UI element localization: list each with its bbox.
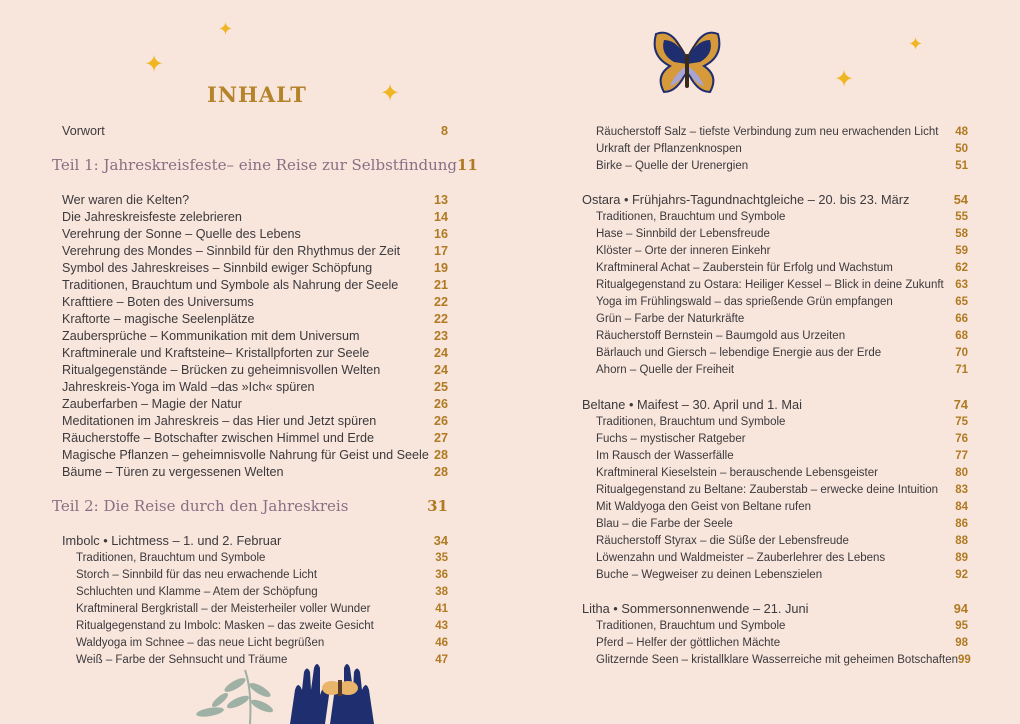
toc-page: 51	[955, 160, 968, 172]
toc-label: Bärlauch und Giersch – lebendige Energie aus der Erde	[596, 347, 882, 359]
toc-page: 88	[955, 535, 968, 547]
toc-page: 55	[955, 211, 968, 223]
toc-entry[interactable]	[76, 584, 448, 601]
toc-label: Traditionen, Brauchtum und Symbole	[596, 620, 786, 632]
toc-page: 14	[433, 210, 448, 224]
toc-page: 54	[953, 192, 968, 207]
toc-page: 65	[955, 296, 968, 308]
toc-page: 16	[433, 227, 448, 241]
toc-page: 71	[955, 364, 968, 376]
toc-label: Kraftorte – magische Seelenplätze	[62, 312, 255, 326]
toc-page: 11	[457, 156, 478, 174]
toc-part-1[interactable]	[52, 156, 478, 174]
toc-page: 66	[955, 313, 968, 325]
toc-entry[interactable]	[596, 328, 968, 345]
toc-section-litha[interactable]	[582, 600, 968, 617]
toc-page: 63	[955, 279, 968, 291]
toc-page: 92	[955, 569, 968, 581]
toc-label: Yoga im Frühlingswald – das sprießende Grün empfangen	[596, 296, 893, 308]
toc-entry[interactable]	[62, 294, 448, 311]
toc-entry[interactable]	[62, 447, 448, 464]
toc-entry[interactable]	[596, 533, 968, 550]
toc-entry[interactable]	[62, 413, 448, 430]
toc-page: 46	[435, 637, 448, 649]
toc-label: Ritualgegenstand zu Beltane: Zauberstab – erwecke deine Intuition	[596, 484, 939, 496]
toc-label: Mit Waldyoga den Geist von Beltane rufen	[596, 501, 811, 513]
toc-page: 23	[433, 329, 448, 343]
toc-entry[interactable]	[596, 141, 968, 158]
toc-entry[interactable]	[62, 396, 448, 413]
toc-label: Magische Pflanzen – geheimnisvolle Nahrung für Geist und Seele	[62, 448, 429, 462]
toc-label: Grün – Farbe der Naturkräfte	[596, 313, 745, 325]
toc-page: 98	[955, 637, 968, 649]
toc-page: 48	[955, 126, 968, 138]
toc-label: Im Rausch der Wasserfälle	[596, 450, 734, 462]
toc-page: 19	[433, 261, 448, 275]
toc-page: 74	[953, 397, 968, 412]
toc-page: 86	[955, 518, 968, 530]
toc-entry[interactable]	[596, 414, 968, 431]
toc-label: Birke – Quelle der Urenergien	[596, 160, 749, 172]
toc-label: Waldyoga im Schnee – das neue Licht begrüßen	[76, 637, 325, 649]
toc-entry[interactable]	[596, 124, 968, 141]
toc-entry[interactable]	[596, 652, 971, 669]
toc-page: 34	[433, 533, 448, 548]
toc-page: 59	[955, 245, 968, 257]
toc-entry[interactable]	[596, 448, 968, 465]
toc-page: 8	[440, 124, 448, 138]
toc-entry[interactable]	[62, 260, 448, 277]
toc-section-beltane[interactable]	[582, 396, 968, 413]
butterfly-icon	[650, 26, 724, 104]
toc-label: Vorwort	[62, 124, 105, 138]
toc-entry[interactable]	[596, 158, 968, 175]
toc-label: Weiß – Farbe der Sehnsucht und Träume	[76, 654, 288, 666]
toc-page: 83	[955, 484, 968, 496]
toc-page: 22	[433, 312, 448, 326]
toc-page: 35	[435, 552, 448, 564]
toc-entry[interactable]	[62, 464, 448, 481]
toc-page: 26	[433, 414, 448, 428]
toc-label: Fuchs – mystischer Ratgeber	[596, 433, 746, 445]
toc-page: 95	[955, 620, 968, 632]
toc-page: 94	[953, 601, 968, 616]
toc-entry[interactable]	[62, 328, 448, 345]
star-icon: ✦	[218, 19, 234, 39]
toc-label: Jahreskreis-Yoga im Wald –das »Ich« spüren	[62, 380, 315, 394]
toc-page: 75	[955, 416, 968, 428]
toc-part-label: Teil 1: Jahreskreisfeste– eine Reise zur Selbstfindung	[52, 156, 457, 174]
toc-page: 21	[433, 278, 448, 292]
toc-label: Kraftmineral Kieselstein – berauschende Lebensgeister	[596, 467, 878, 479]
toc-label: Kraftmineral Achat – Zauberstein für Erfolg und Wachstum	[596, 262, 893, 274]
toc-page: 24	[433, 346, 448, 360]
toc-page: 27	[433, 431, 448, 445]
toc-entry[interactable]	[596, 550, 968, 567]
toc-entry[interactable]	[596, 567, 968, 584]
star-icon: ✦	[908, 34, 924, 54]
toc-entry[interactable]	[62, 243, 448, 260]
toc-label: Traditionen, Brauchtum und Symbole	[596, 416, 786, 428]
toc-label: Verehrung des Mondes – Sinnbild für den Rhythmus der Zeit	[62, 244, 401, 258]
toc-label: Ritualgegenstände – Brücken zu geheimnisvollen Welten	[62, 363, 381, 377]
toc-entry[interactable]	[76, 567, 448, 584]
star-icon: ✦	[834, 66, 855, 93]
toc-entry[interactable]	[596, 499, 968, 516]
toc-label: Pferd – Helfer der göttlichen Mächte	[596, 637, 781, 649]
toc-entry[interactable]	[596, 345, 968, 362]
toc-entry-vorwort[interactable]	[62, 123, 448, 140]
toc-entry[interactable]	[62, 277, 448, 294]
toc-label: Ostara • Frühjahrs-Tagundnachtgleiche – 20. bis 23. März	[582, 192, 910, 207]
toc-page: 68	[955, 330, 968, 342]
hands-and-leaves-illustration	[190, 650, 430, 724]
toc-page: 28	[433, 465, 448, 479]
toc-label: Räucherstoff Salz – tiefste Verbindung zum neu erwachenden Licht	[596, 126, 939, 138]
toc-page: 28	[433, 448, 448, 462]
toc-label: Beltane • Maifest – 30. April und 1. Mai	[582, 397, 803, 412]
toc-entry[interactable]	[596, 209, 968, 226]
toc-page: 43	[435, 620, 448, 632]
toc-page: 17	[433, 244, 448, 258]
toc-label: Schluchten und Klamme – Atem der Schöpfung	[76, 586, 318, 598]
toc-entry[interactable]	[62, 192, 448, 209]
toc-label: Glitzernde Seen – kristallklare Wasserreiche mit geheimen Botschaften	[596, 654, 958, 666]
toc-page: 24	[433, 363, 448, 377]
toc-page: 62	[955, 262, 968, 274]
toc-section-imbolc[interactable]	[62, 532, 448, 549]
toc-label: Ritualgegenstand zu Ostara: Heiliger Kessel – Blick in deine Zukunft	[596, 279, 944, 291]
toc-part-label: Teil 2: Die Reise durch den Jahreskreis	[52, 497, 349, 515]
toc-label: Ahorn – Quelle der Freiheit	[596, 364, 735, 376]
toc-entry[interactable]	[596, 226, 968, 243]
toc-label: Krafttiere – Boten des Universums	[62, 295, 254, 309]
toc-entry[interactable]	[76, 618, 448, 635]
toc-entry[interactable]	[596, 482, 968, 499]
toc-entry[interactable]	[596, 294, 968, 311]
toc-entry[interactable]	[62, 430, 448, 447]
toc-entry[interactable]	[62, 379, 448, 396]
page-title: INHALT	[207, 82, 307, 107]
toc-label: Räucherstoff Styrax – die Süße der Lebensfreude	[596, 535, 849, 547]
toc-label: Storch – Sinnbild für das neu erwachende Licht	[76, 569, 318, 581]
toc-page: 58	[955, 228, 968, 240]
toc-entry[interactable]	[62, 311, 448, 328]
toc-page: 31	[427, 497, 448, 515]
toc-label: Räucherstoffe – Botschafter zwischen Himmel und Erde	[62, 431, 374, 445]
toc-entry[interactable]	[596, 277, 968, 294]
toc-label: Meditationen im Jahreskreis – das Hier und Jetzt spüren	[62, 414, 377, 428]
toc-label: Urkraft der Pflanzenknospen	[596, 143, 742, 155]
toc-page: 47	[435, 654, 448, 666]
toc-page: 36	[435, 569, 448, 581]
toc-label: Zaubersprüche – Kommunikation mit dem Universum	[62, 329, 360, 343]
toc-page: 26	[433, 397, 448, 411]
toc-label: Buche – Wegweiser zu deinen Lebenszielen	[596, 569, 823, 581]
toc-label: Wer waren die Kelten?	[62, 193, 190, 207]
toc-entry[interactable]	[596, 260, 968, 277]
toc-page: 38	[435, 586, 448, 598]
toc-label: Kraftmineral Bergkristall – der Meisterheiler voller Wunder	[76, 603, 371, 615]
toc-entry[interactable]	[76, 601, 448, 618]
star-icon: ✦	[380, 80, 401, 107]
toc-entry[interactable]	[596, 516, 968, 533]
toc-entry[interactable]	[596, 311, 968, 328]
leaf-branch-icon	[196, 670, 275, 724]
toc-label: Litha • Sommersonnenwende – 21. Juni	[582, 601, 809, 616]
toc-entry[interactable]	[62, 345, 448, 362]
toc-page: 70	[955, 347, 968, 359]
toc-label: Blau – die Farbe der Seele	[596, 518, 733, 530]
toc-label: Traditionen, Brauchtum und Symbole	[76, 552, 266, 564]
right-page	[510, 0, 1020, 724]
toc-page: 77	[955, 450, 968, 462]
toc-entry[interactable]	[62, 226, 448, 243]
toc-page: 84	[955, 501, 968, 513]
toc-label: Bäume – Türen zu vergessenen Welten	[62, 465, 284, 479]
toc-entry[interactable]	[596, 635, 968, 652]
toc-entry[interactable]	[596, 431, 968, 448]
toc-label: Traditionen, Brauchtum und Symbole	[596, 211, 786, 223]
toc-label: Verehrung der Sonne – Quelle des Lebens	[62, 227, 301, 241]
toc-page: 80	[955, 467, 968, 479]
toc-entry[interactable]	[596, 465, 968, 482]
toc-page: 41	[435, 603, 448, 615]
toc-entry[interactable]	[62, 209, 448, 226]
toc-label: Löwenzahn und Waldmeister – Zauberlehrer des Lebens	[596, 552, 886, 564]
toc-page: 99	[958, 654, 971, 666]
toc-page: 13	[433, 193, 448, 207]
toc-part-2[interactable]	[52, 497, 448, 515]
toc-label: Räucherstoff Bernstein – Baumgold aus Urzeiten	[596, 330, 846, 342]
toc-page: 25	[433, 380, 448, 394]
toc-page: 89	[955, 552, 968, 564]
toc-label: Kraftminerale und Kraftsteine– Kristallpforten zur Seele	[62, 346, 370, 360]
toc-entry[interactable]	[596, 618, 968, 635]
moth-icon	[322, 680, 358, 696]
toc-label: Ritualgegenstand zu Imbolc: Masken – das zweite Gesicht	[76, 620, 374, 632]
toc-page: 22	[433, 295, 448, 309]
toc-label: Die Jahreskreisfeste zelebrieren	[62, 210, 242, 224]
toc-section-ostara[interactable]	[582, 191, 968, 208]
toc-label: Imbolc • Lichtmess – 1. und 2. Februar	[62, 533, 282, 548]
toc-page: 50	[955, 143, 968, 155]
toc-entry[interactable]	[62, 362, 448, 379]
toc-page: 76	[955, 433, 968, 445]
toc-label: Klöster – Orte der inneren Einkehr	[596, 245, 771, 257]
toc-label: Traditionen, Brauchtum und Symbole als Nahrung der Seele	[62, 278, 399, 292]
toc-entry[interactable]	[596, 243, 968, 260]
toc-label: Hase – Sinnbild der Lebensfreude	[596, 228, 770, 240]
toc-entry[interactable]	[76, 550, 448, 567]
star-icon: ✦	[144, 51, 165, 78]
toc-label: Symbol des Jahreskreises – Sinnbild ewiger Schöpfung	[62, 261, 373, 275]
toc-label: Zauberfarben – Magie der Natur	[62, 397, 242, 411]
toc-entry[interactable]	[596, 362, 968, 379]
